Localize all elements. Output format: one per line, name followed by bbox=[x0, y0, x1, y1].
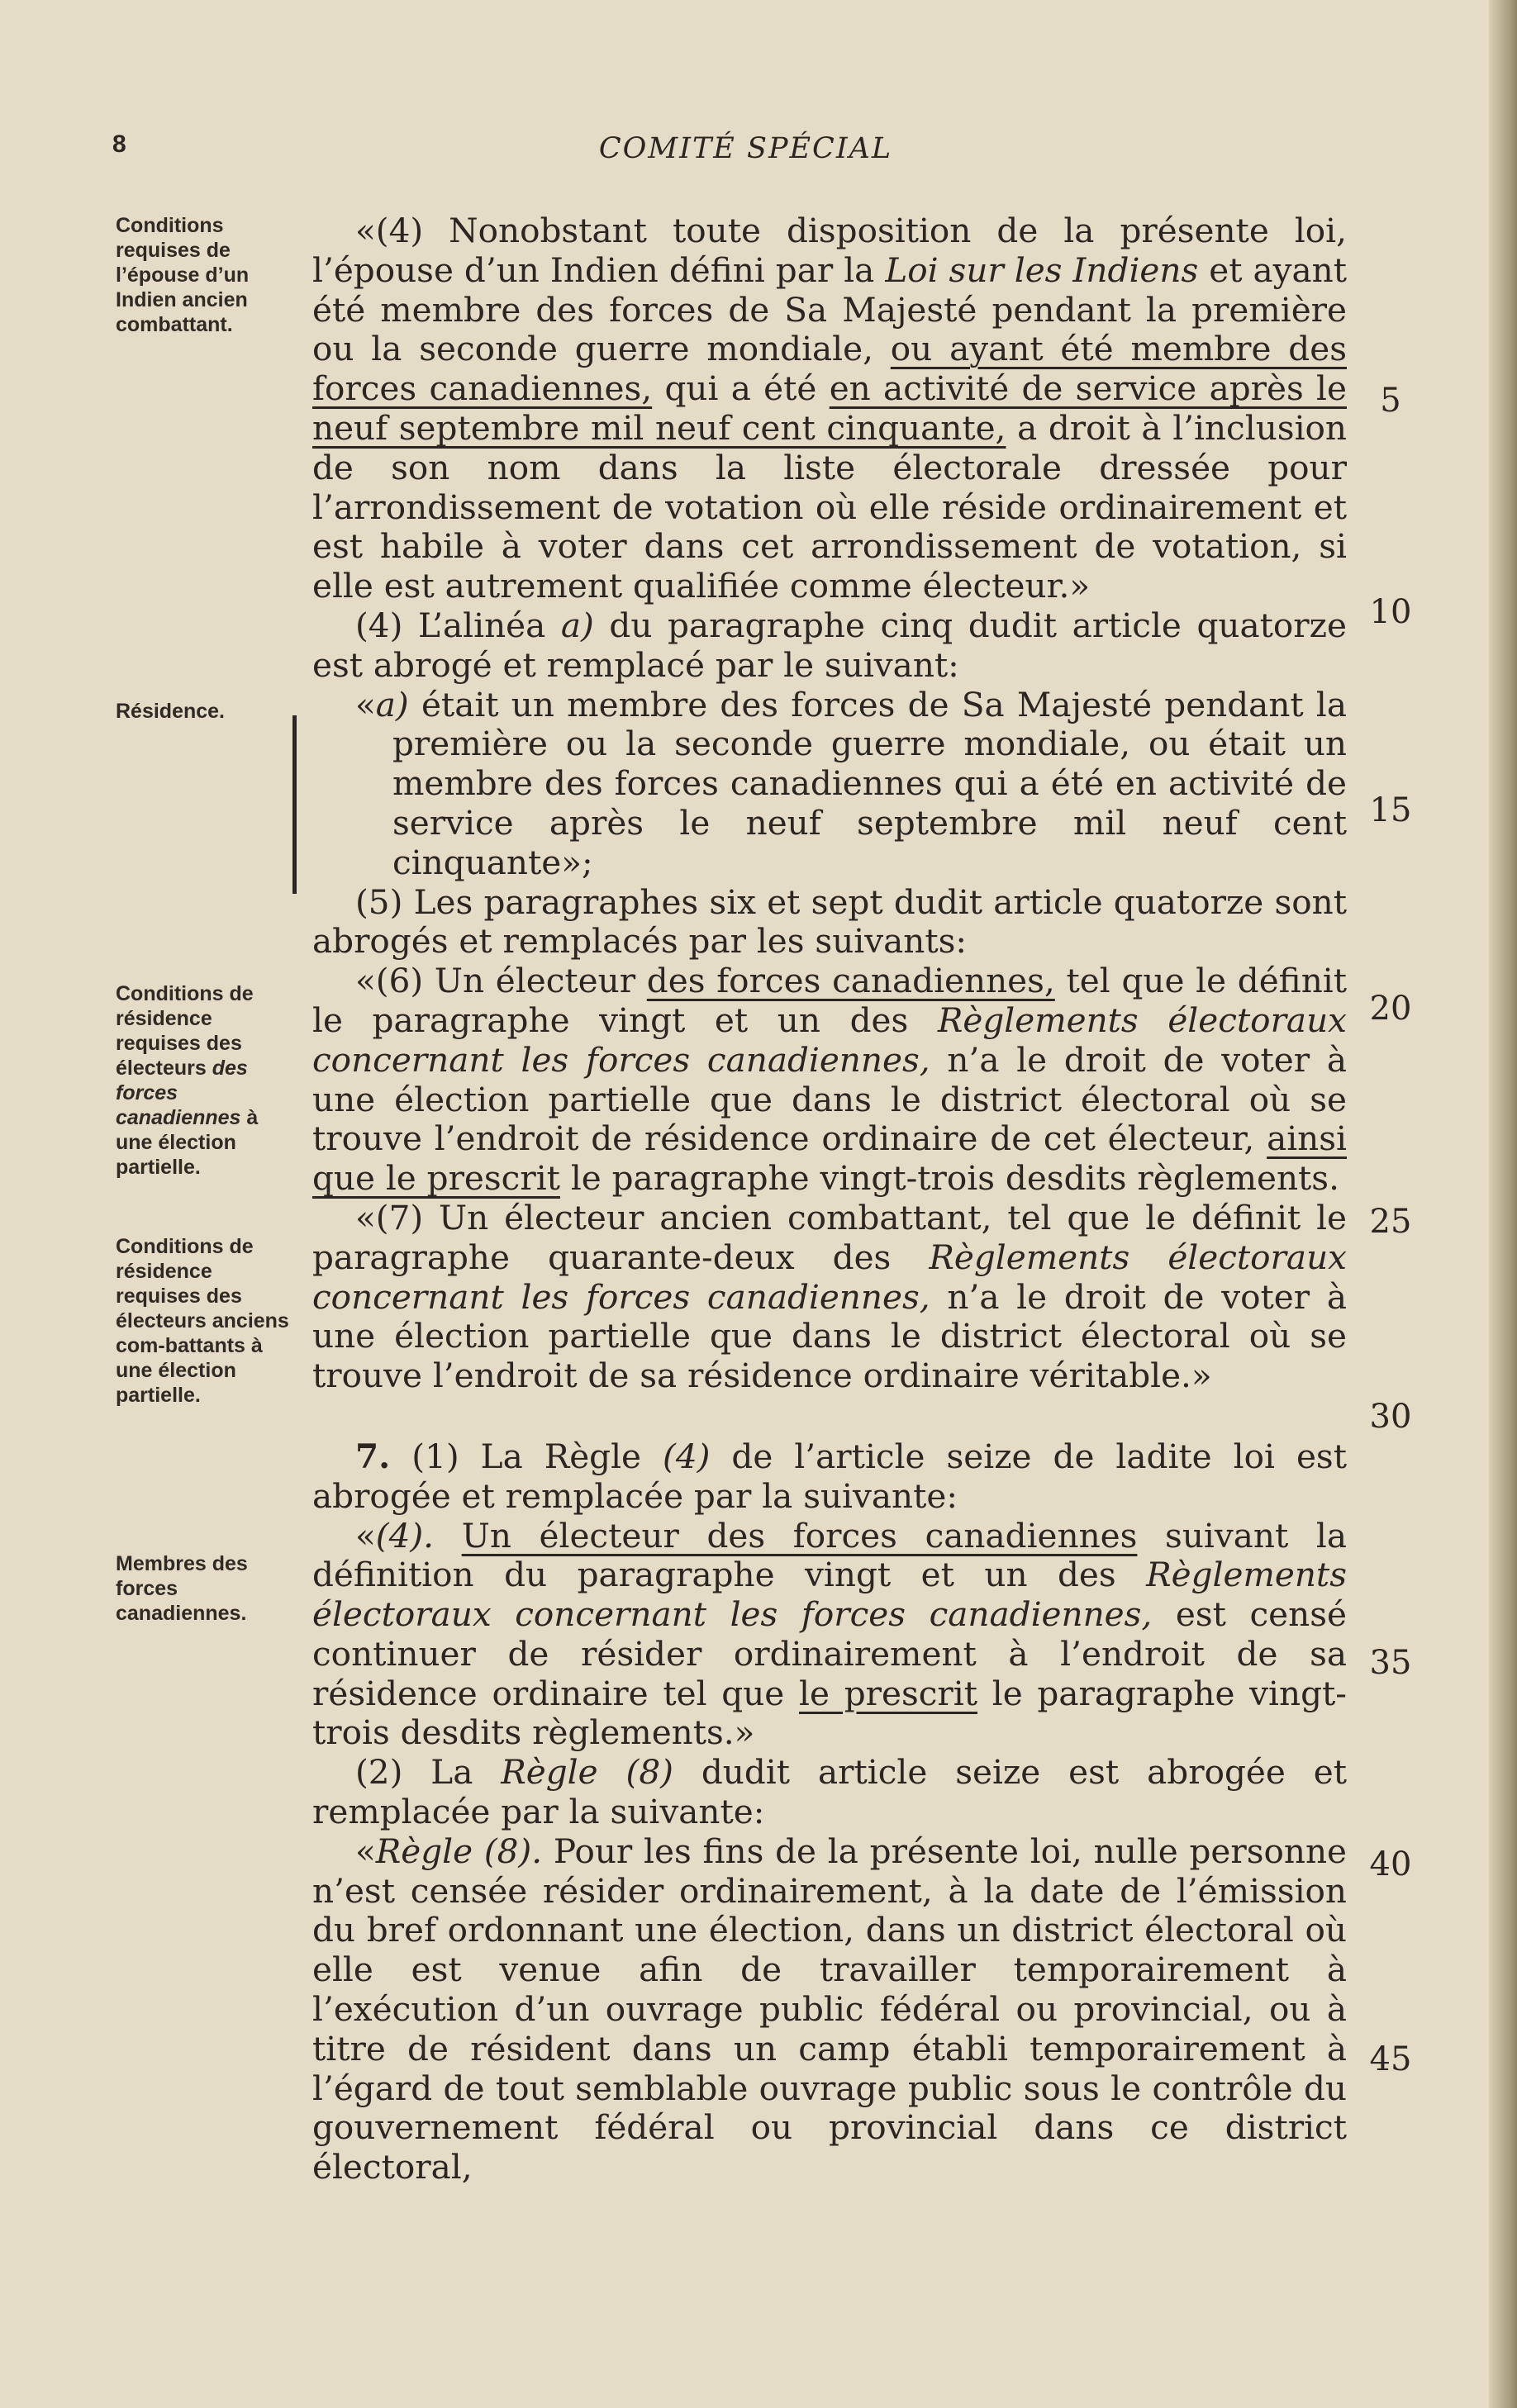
section-number: 7. bbox=[355, 1436, 391, 1476]
paragraph-amend-6-7: (5) Les paragraphes six et sept dudit article quatorze sont abrogés et remplacés par les suivants: bbox=[312, 881, 1347, 962]
text-span bbox=[434, 1516, 462, 1555]
text-span: n’a le droit de voter à une élection partielle que dans le district électoral où se trouve l’endroit de sa résidence ordinaire véritable.» bbox=[312, 1276, 1348, 1396]
page-edge-shadow bbox=[1489, 0, 1517, 2408]
line-number-40: 40 bbox=[1369, 1845, 1412, 1883]
margin-note-forces-residence bbox=[116, 981, 289, 1180]
text-span: n’a le droit de voter à une élection partielle que dans le district électoral où se trouve l’endroit de résidence ordinaire de cet électeur, bbox=[312, 1039, 1348, 1159]
margin-note-forces-a: Conditions de résidence requises des électeurs bbox=[116, 982, 254, 1080]
rule-ref: Règle (8) bbox=[501, 1752, 673, 1793]
line-number-10: 10 bbox=[1369, 593, 1412, 631]
line-number-25: 25 bbox=[1369, 1203, 1412, 1241]
text-span: dudit article seize est abrogée et remplacée par la suivante: bbox=[312, 1752, 1348, 1832]
underlined-text: ou ayant été membre des forces canadiennes, bbox=[312, 329, 1347, 409]
text-span: de l’article seize de ladite loi est abrogée et remplacée par la suivante: bbox=[312, 1436, 1347, 1516]
underlined-text: le prescrit bbox=[799, 1673, 977, 1713]
margin-note-spouse: Conditions requises de l’épouse d’un Indien ancien combattant. bbox=[116, 214, 250, 336]
text-span: «(7) Un électeur ancien combattant, tel que le définit le paragraphe quarante-deux des bbox=[312, 1197, 1347, 1277]
line-number-30: 30 bbox=[1369, 1398, 1412, 1436]
text-span: « bbox=[355, 1831, 376, 1871]
paragraph-subsection-6 bbox=[312, 962, 1347, 1199]
line-number-45: 45 bbox=[1369, 2040, 1412, 2078]
rule-ref: (4) bbox=[663, 1436, 711, 1476]
page-number: 8 bbox=[112, 131, 126, 158]
text-span: «(4) Nonobstant toute disposition de la présente loi, l’épouse d’un Indien défini par la bbox=[312, 211, 1347, 290]
clause-ref: a) bbox=[375, 684, 409, 724]
text-span: est censé continuer de résider ordinairement à l’endroit de sa résidence ordinaire tel que bbox=[312, 1594, 1347, 1713]
rule-ref: (4). bbox=[375, 1515, 435, 1555]
rule-ref: Règle (8). bbox=[375, 1831, 543, 1871]
paragraph-spouse-vote bbox=[312, 211, 1347, 606]
line-number-20: 20 bbox=[1369, 990, 1412, 1028]
text-span: le paragraphe vingt-trois desdits règlements. bbox=[559, 1158, 1339, 1199]
text-span: (4) L’alinéa bbox=[355, 605, 561, 645]
text-span: « bbox=[355, 684, 376, 724]
paragraph-rule-4 bbox=[312, 1517, 1347, 1754]
text-span: « bbox=[355, 1515, 376, 1555]
act-title: Loi sur les Indiens bbox=[885, 249, 1199, 290]
underlined-text: ainsi que le prescrit bbox=[312, 1119, 1347, 1199]
underlined-text: des forces canadiennes, bbox=[646, 961, 1055, 1001]
paragraph-amend-rule-8 bbox=[312, 1753, 1347, 1832]
line-number-15: 15 bbox=[1369, 791, 1412, 829]
text-span: était un membre des forces de Sa Majesté pendant la première ou la seconde guerre mondiale, ou était un membre des forces canadiennes qui a été en activité de service après le neuf septembre mil neuf cent cinquante»; bbox=[392, 684, 1347, 882]
text-span: Pour les fins de la présente loi, nulle personne n’est censée résider ordinairement, à la date de l’émission du bref ordonnant une élection, dans un district électoral où elle est venue afin de travailler temporairement à l’exécution d’un ouvrage public fédéral ou provincial, ou à titre de résident dans un camp établi temporairement à l’égard de tout semblable ouvrage public sous le contrôle du gouvernement fédéral ou provincial dans ce district électoral, bbox=[312, 1831, 1347, 2187]
regulations-title: Règlements électoraux concernant les forces canadiennes, bbox=[312, 1000, 1348, 1080]
line-number-35: 35 bbox=[1369, 1644, 1412, 1682]
text-span: suivant la définition du paragraphe vingt et un des bbox=[312, 1515, 1347, 1595]
text-span: «(6) Un électeur bbox=[355, 961, 647, 1001]
text-span: a droit à l’inclusion de son nom dans la liste électorale dressée pour l’arrondissement de votation où elle réside ordinairement et est habile à voter dans cet arrondissement de votation, si elle est autrement qualifiée comme électeur.» bbox=[312, 407, 1347, 606]
underlined-text: Un électeur des forces canadiennes bbox=[461, 1515, 1138, 1555]
body-text bbox=[312, 211, 1347, 2187]
text-span: du paragraphe cinq dudit article quatorze est abrogé et remplacé par le suivant: bbox=[312, 605, 1347, 685]
text-span: (1) La Règle bbox=[390, 1436, 663, 1476]
text-span: tel que le définit le paragraphe vingt et un des bbox=[312, 961, 1347, 1040]
running-title: COMITÉ SPÉCIAL bbox=[598, 132, 893, 165]
page-header bbox=[0, 131, 1421, 172]
paragraph-section-7 bbox=[312, 1437, 1347, 1517]
margin-note-forces-b: des forces canadiennes bbox=[116, 1057, 248, 1129]
revision-bar bbox=[292, 715, 297, 894]
text-span: qui a été bbox=[652, 368, 830, 409]
margin-note-veterans-residence: Conditions de résidence requises des électeurs anciens com-battants à une élection partielle. bbox=[116, 1235, 289, 1407]
text-span: et ayant été membre des forces de Sa Majesté pendant la première ou la seconde guerre mondiale, bbox=[312, 249, 1347, 369]
paragraph-subsection-7 bbox=[312, 1199, 1347, 1396]
margin-note-forces-members: Membres des forces canadiennes. bbox=[116, 1552, 248, 1625]
margin-note-residence: Résidence. bbox=[116, 700, 226, 723]
margin-note-forces-c: à une élection partielle. bbox=[116, 1106, 259, 1179]
paragraph-amend-5a bbox=[312, 606, 1347, 686]
paragraph-clause-a bbox=[312, 686, 1347, 883]
text-span: le paragraphe vingt-trois desdits règlements.» bbox=[312, 1673, 1347, 1753]
regulations-title: Règlements électoraux concernant les forces canadiennes, bbox=[312, 1237, 1347, 1317]
paragraph-rule-8 bbox=[312, 1832, 1347, 2187]
line-number-5: 5 bbox=[1380, 382, 1401, 420]
underlined-text: en activité de service après le neuf septembre mil neuf cent cinquante, bbox=[312, 368, 1347, 448]
text-span: (2) La bbox=[355, 1752, 502, 1793]
regulations-title: Règlements électoraux concernant les forces canadiennes, bbox=[312, 1555, 1347, 1635]
clause-ref: a) bbox=[560, 605, 594, 645]
